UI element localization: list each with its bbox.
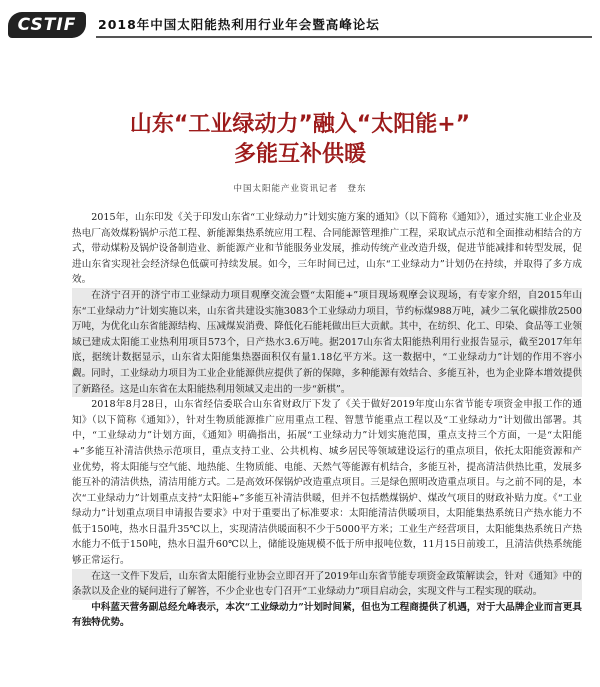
paragraph: 2018年8月28日，山东省经信委联合山东省财政厅下发了《关于做好2019年度山东省节能专项资金申报工作的通知》（以下简称《通知》），针对生物质能源推广应用重点工程、智慧节能重点工程以及“工业绿动力”计划做出部署。其中，“工业绿动力”计划方面，《通知》明确指出，拓展“工业绿动力”计划实施范围，重点支持三个方面，一是“太阳能+”多能互补清洁供热示范项目，重点支持工业、公共机构、城乡居民等领域建设运行的重点项目，依托太阳能资源和产业优势，将太阳能与空气能、地热能、生物质能、电能、天然气等能源有机结合，多能互补，提高清洁供热比重，发展多能互补的清洁供热，清洁用能方式。二是高效环保锅炉改造重点项目。三是绿色照明改造重点项目。与之前不同的是，本次“工业绿动力”计划重点支持“太阳能+”多能互补清洁供暖，但并不包括燃煤锅炉、煤改气项目的财政补贴力度。《“工业绿动力”计划重点项目申请报告要求》中对于重要出了标准要求：太阳能清洁供暖项目，太阳能集热系统日产热水能力不低于150吨，热水日温升35℃以上，实现清洁供暖面积不少于5000平方米；工业生产经营项目，太阳能集热系统日产热水能力不低于150吨，热水日温升60℃以上，储能设施规模不低于所申报吨位数，11月15日前竣工，且清洁供热系统能够正常运行。 xyxy=(72,399,582,567)
header-divider xyxy=(96,36,592,38)
paragraph: 在这一文件下发后，山东省太阳能行业协会立即召开了2019年山东省节能专项资金政策解读会，针对《通知》中的条款以及企业的疑问进行了解答，不少企业也专门召开“工业绿动力”项目启动会，实现文件与工程实现的联动。 xyxy=(72,569,582,600)
article-title xyxy=(0,110,600,170)
article-body xyxy=(72,210,582,631)
paragraph: 在济宁召开的济宁市工业绿动力项目观摩交流会暨“太阳能+”项目现场观摩会议现场，有专家介绍，自2015年山东“工业绿动力”计划实施以来，山东省共建设实施3083个工业绿动力项目，节约标煤988万吨，减少二氧化碳排放2500万吨，为优化山东省能源结构、压减煤炭消费、降低化石能耗做出巨大贡献。其中，在纺织、化工、印染、食品等工业领域已建成太阳能工业热利用项目573个，日产热水3.6万吨。据2017山东省太阳能热利用行业报告显示，截至2017年年底，据统计数据显示，山东省太阳能集热器面积仅有量1.18亿平方米。这一数据中，“工业绿动力”计划的作用不容小觑。同时，工业绿动力项目为工业企业能源供应提供了新的保障，多种能源有效结合、多能互补，也为企业降本增效提供了新路径。这是山东省在太阳能热利用领域又走出的一步“新棋”。 xyxy=(72,288,582,397)
title-line-2: 多能互补供暖 xyxy=(233,142,366,167)
paragraph: 2015年，山东印发《关于印发山东省“工业绿动力”计划实施方案的通知》（以下简称《通知》），通过实施工业企业及热电厂高效煤粉锅炉示范工程、新能源集热系统应用工程、合同能源管理推广工程，采取试点示范和全面推动相结合的方式，带动煤粉及锅炉设备制造业、新能源产业和节能服务业发展，推动传统产业改造升级，促进节能减排和转型发展，促进山东省实现社会经济绿色低碳可持续发展。如今，三年时间已过，山东“工业绿动力”计划仍在持续，并取得了多方成效。 xyxy=(72,212,582,286)
page-header xyxy=(0,0,600,48)
article-byline: 中国太阳能产业资讯记者 登东 xyxy=(233,184,367,194)
paragraph: 中科蓝天营务副总经允峰表示，本次“工业绿动力”计划时间紧，但也为工程商提供了机遇，对于大品牌企业而言更具有独特优势。 xyxy=(72,601,582,629)
header-title: 2018年中国太阳能热利用行业年会暨高峰论坛 xyxy=(98,17,380,32)
cstif-logo xyxy=(8,12,86,38)
title-line-1: 山东“工业绿动力”融入“太阳能+” xyxy=(129,112,471,137)
logo-text: CSTIF xyxy=(17,15,77,35)
